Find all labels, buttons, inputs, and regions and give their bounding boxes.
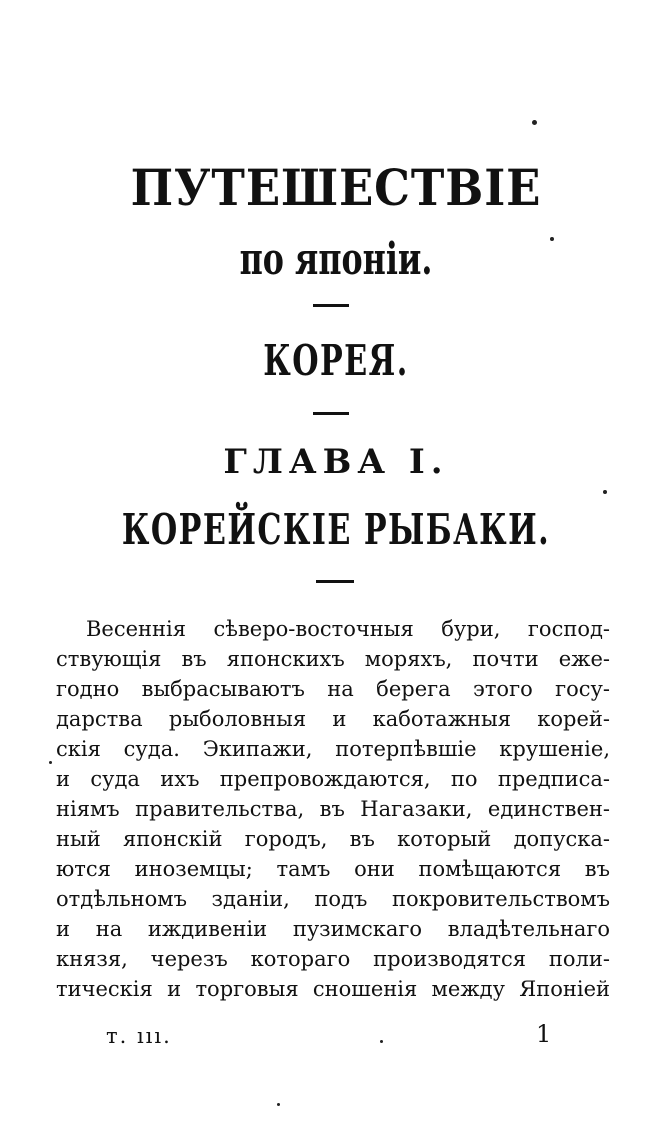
ink-speck [532, 120, 537, 125]
main-title: ПУТЕШЕСТВIЕ [130, 158, 542, 217]
divider-rule [313, 304, 349, 307]
ink-speck [380, 1040, 383, 1043]
text-line: ный японскiй городъ, въ который допуска- [56, 827, 610, 851]
chapter-heading: ГЛАВА I. [223, 442, 449, 482]
text-line: и на иждивенiи пузимскаго владѣтельнаго [56, 917, 610, 941]
divider-rule [313, 412, 349, 415]
chapter-title: КОРЕЙСКIЕ РЫБАКИ. [121, 505, 551, 554]
page-number: 1 [536, 1020, 552, 1048]
ink-speck [277, 1103, 280, 1106]
text-line: Весеннiя сѣверо-восточныя бури, господ- [86, 617, 610, 641]
ink-speck [49, 761, 52, 764]
subtitle: по японiи. [239, 234, 433, 285]
text-line: и суда ихъ препровождаются, по предписа- [56, 767, 610, 791]
text-line: скiя суда. Экипажи, потерпѣвшiе крушенiе, [56, 737, 610, 761]
text-line: ются иноземцы; тамъ они помѣщаются въ [56, 857, 610, 881]
section-title: КОРЕЯ. [263, 336, 409, 385]
text-line: дарства рыболовныя и каботажныя корей- [56, 707, 610, 731]
ink-speck [550, 237, 554, 241]
ink-speck [603, 490, 607, 494]
text-line: нiямъ правительства, въ Нагазаки, единствен- [56, 797, 610, 821]
body-paragraph [56, 614, 610, 1004]
text-line: отдѣльномъ зданiи, подъ покровительствомъ [56, 887, 610, 911]
text-line: ствующiя въ японскихъ моряхъ, почти еже- [56, 647, 610, 671]
signature-mark: т. ııı. [106, 1024, 172, 1048]
divider-rule [316, 580, 354, 583]
text-line: тическiя и торговыя сношенiя между Японiей [56, 977, 610, 1001]
text-line: годно выбрасываютъ на берега этого госу- [56, 677, 610, 701]
text-line: князя, черезъ котораго производятся поли- [56, 947, 610, 971]
